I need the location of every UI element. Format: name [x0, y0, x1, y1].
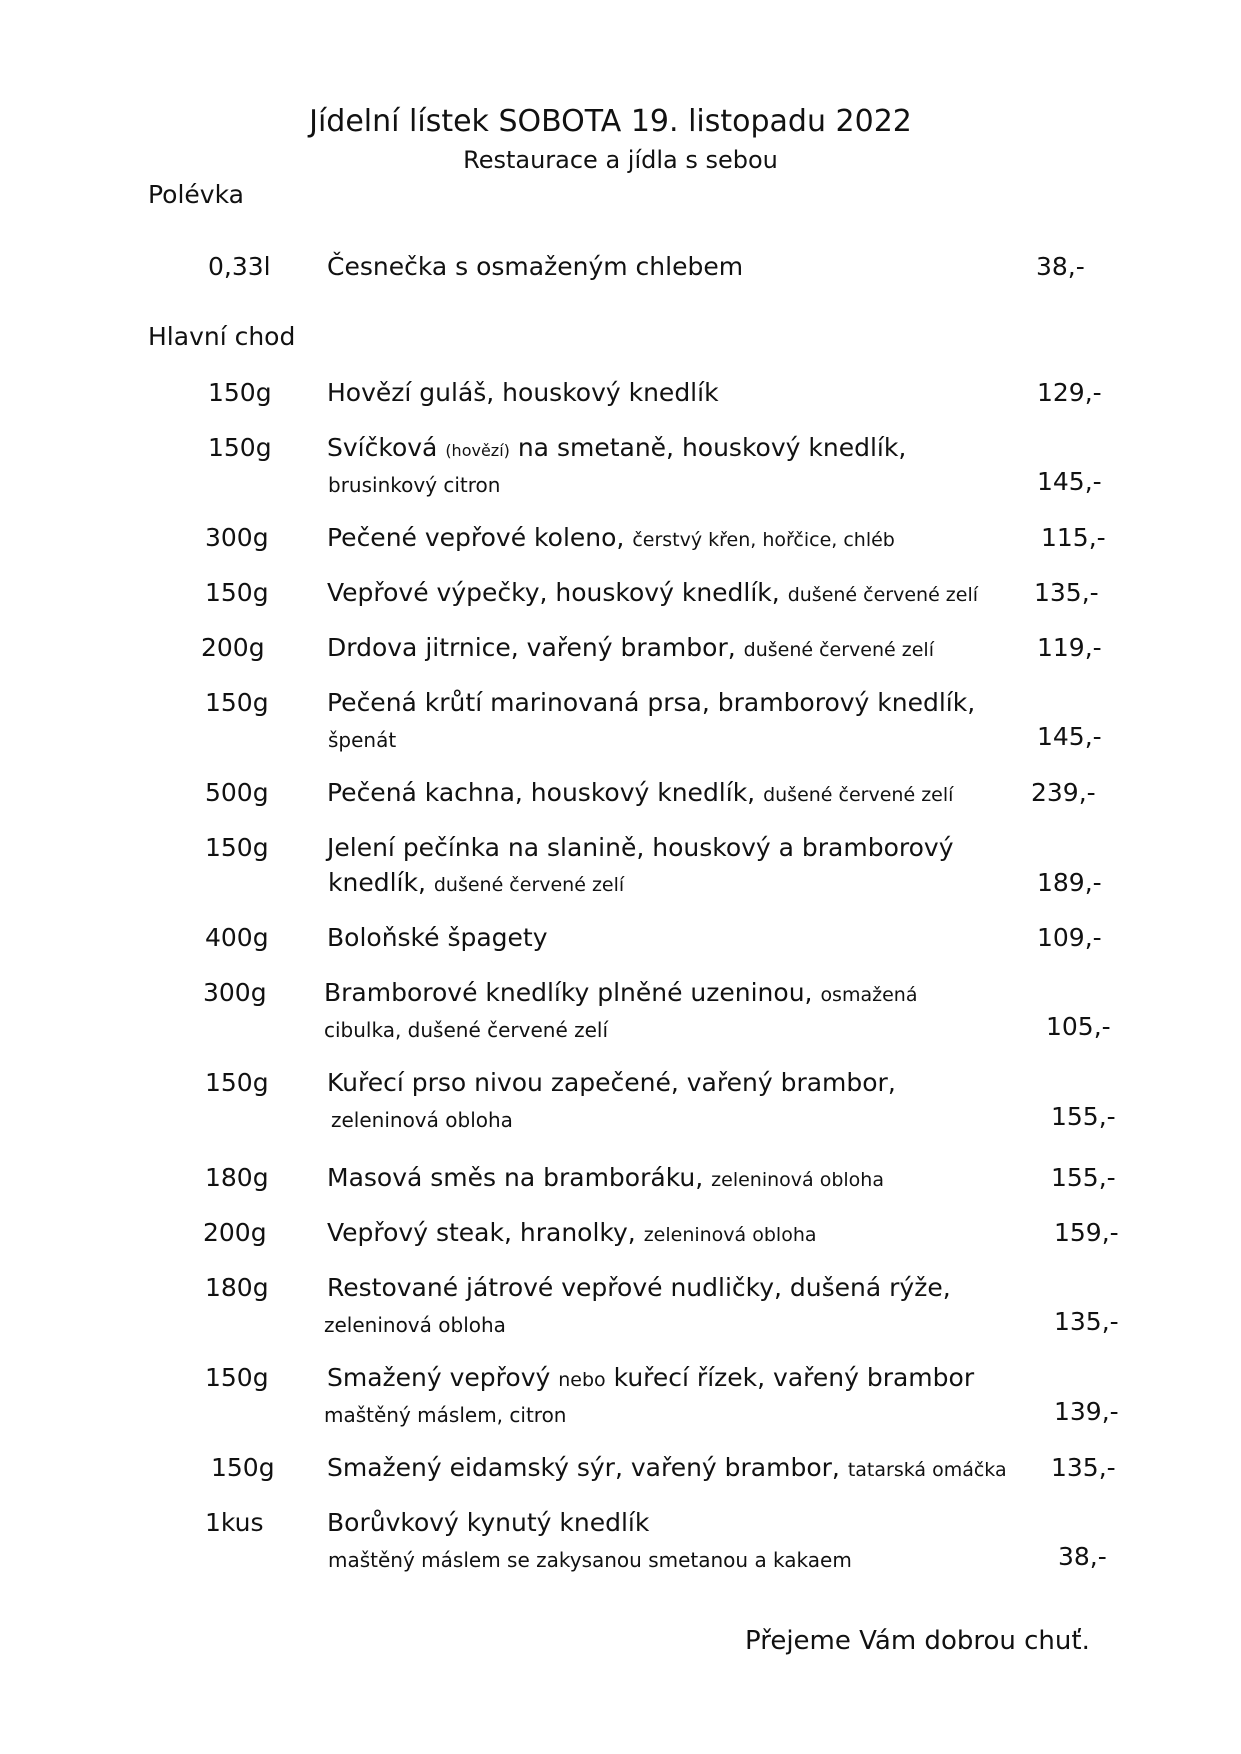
- item-qty: 300g: [203, 978, 267, 1007]
- item-price: 239,-: [1031, 778, 1096, 807]
- item-sides: špenát: [328, 728, 397, 752]
- item-name: Smažený vepřový nebo kuřecí řízek, vařený brambor: [327, 1363, 975, 1392]
- item-sides: zeleninová obloha: [331, 1108, 513, 1132]
- item-qty: 400g: [205, 923, 269, 952]
- item-price: 145,-: [1037, 467, 1102, 496]
- item-name: Kuřecí prso nivou zapečené, vařený brambor,: [327, 1068, 896, 1097]
- item-name: Borůvkový kynutý knedlík: [327, 1508, 650, 1537]
- item-name: Smažený eidamský sýr, vařený brambor, tatarská omáčka: [327, 1453, 1007, 1482]
- item-price: 119,-: [1037, 633, 1102, 662]
- item-price: 38,-: [1058, 1542, 1107, 1571]
- menu-subtitle: Restaurace a jídla s sebou: [463, 146, 778, 174]
- item-price: 135,-: [1034, 578, 1099, 607]
- item-price: 135,-: [1054, 1307, 1119, 1336]
- item-qty: 150g: [205, 688, 269, 717]
- section-main: Hlavní chod: [148, 322, 296, 351]
- item-name: Svíčková (hovězí) na smetaně, houskový knedlík,: [327, 433, 907, 462]
- item-qty: 200g: [203, 1218, 267, 1247]
- item-qty: 1kus: [205, 1508, 264, 1537]
- item-name: Boloňské špagety: [327, 923, 548, 952]
- item-qty: 150g: [205, 1068, 269, 1097]
- item-qty: 150g: [208, 433, 272, 462]
- item-name-cont: knedlík, dušené červené zelí: [328, 868, 625, 897]
- item-name: Jelení pečínka na slanině, houskový a bramborový: [327, 833, 954, 862]
- item-name: Bramborové knedlíky plněné uzeninou, osmažená: [324, 978, 918, 1007]
- item-price: 129,-: [1037, 378, 1102, 407]
- item-qty: 150g: [205, 578, 269, 607]
- item-name: Vepřové výpečky, houskový knedlík, dušené červené zelí: [327, 578, 979, 607]
- item-sides: maštěný máslem se zakysanou smetanou a kakaem: [328, 1548, 852, 1572]
- item-name: Pečené vepřové koleno, čerstvý křen, hořčice, chléb: [327, 523, 895, 552]
- item-qty: 300g: [205, 523, 269, 552]
- section-soup: Polévka: [148, 180, 244, 209]
- item-qty: 150g: [208, 378, 272, 407]
- item-qty: 180g: [205, 1273, 269, 1302]
- item-name: Pečená krůtí marinovaná prsa, bramborový knedlík,: [327, 688, 976, 717]
- closing-note: Přejeme Vám dobrou chuť.: [745, 1626, 1090, 1656]
- item-name: Drdova jitrnice, vařený brambor, dušené červené zelí: [327, 633, 934, 662]
- item-name: Restované játrové vepřové nudličky, dušená rýže,: [327, 1273, 951, 1302]
- item-sides: brusinkový citron: [328, 473, 501, 497]
- item-price: 139,-: [1054, 1397, 1119, 1426]
- item-price: 38,-: [1036, 252, 1085, 281]
- item-qty: 150g: [205, 833, 269, 862]
- item-price: 189,-: [1037, 868, 1102, 897]
- item-price: 155,-: [1051, 1163, 1116, 1192]
- item-qty: 150g: [211, 1453, 275, 1482]
- item-qty: 180g: [205, 1163, 269, 1192]
- item-sides: cibulka, dušené červené zelí: [324, 1018, 609, 1042]
- item-price: 135,-: [1051, 1453, 1116, 1482]
- item-qty: 150g: [205, 1363, 269, 1392]
- item-price: 155,-: [1051, 1102, 1116, 1131]
- item-name: Hovězí guláš, houskový knedlík: [327, 378, 719, 407]
- item-name: Masová směs na bramboráku, zeleninová obloha: [327, 1163, 884, 1192]
- item-qty: 500g: [205, 778, 269, 807]
- item-price: 159,-: [1054, 1218, 1119, 1247]
- item-price: 109,-: [1037, 923, 1102, 952]
- menu-title: Jídelní lístek SOBOTA 19. listopadu 2022: [309, 104, 912, 139]
- item-qty: 200g: [201, 633, 265, 662]
- item-price: 105,-: [1046, 1012, 1111, 1041]
- item-name: Pečená kachna, houskový knedlík, dušené červené zelí: [327, 778, 954, 807]
- item-sides: maštěný máslem, citron: [324, 1403, 567, 1427]
- item-sides: zeleninová obloha: [324, 1313, 506, 1337]
- item-price: 145,-: [1037, 722, 1102, 751]
- item-qty: 0,33l: [208, 252, 271, 281]
- item-name: Vepřový steak, hranolky, zeleninová obloha: [327, 1218, 817, 1247]
- item-name: Česnečka s osmaženým chlebem: [327, 252, 744, 281]
- item-price: 115,-: [1041, 523, 1106, 552]
